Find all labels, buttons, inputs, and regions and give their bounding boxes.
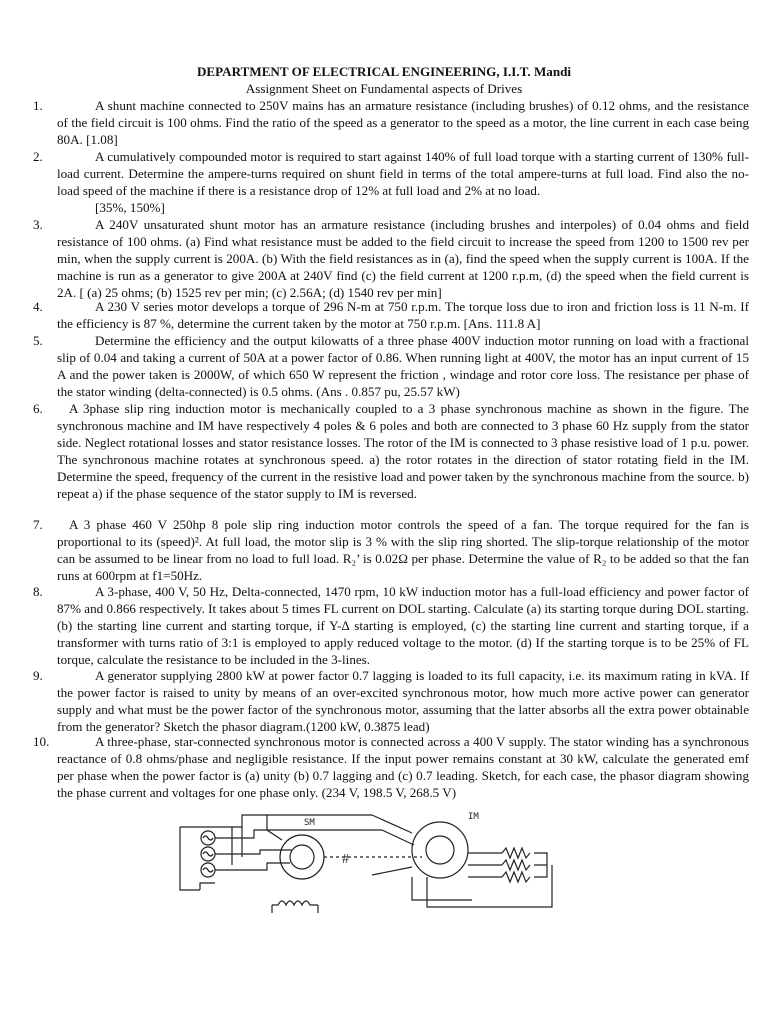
resistive-load-icon [468,848,547,882]
induction-machine-icon [412,822,468,878]
supply-bus-top [180,815,372,827]
question-9 [33,667,749,735]
question-number: 5. [33,333,43,348]
sm-feed-line [267,815,282,840]
question-2 [33,148,749,216]
machine-setup-figure [172,805,592,923]
question-number: 2. [33,149,43,164]
question-text: A shunt machine connected to 250V mains has an armature resistance (including brushes) of 0.12 ohms, and the resistance of the field circuit is 100 ohms. Find the ratio of the speed as a generator to the speed as a motor, the line current in each case being 80A. [1.08] [57,98,749,147]
question-number: 7. [33,517,43,532]
question-6 [33,400,749,502]
three-phase-supply-icon [201,831,215,877]
question-text: A generator supplying 2800 kW at power factor 0.7 lagging is loaded to its full capacity, i.e. its maximum rating in kVA. If the power factor is raised to unity by means of an over-excited synchronous motor, how much more active power can generator supply and what must be the power factor of the synchronous motor, assuming that the latter absorbs all the extra power obtainable from the generator? Sketch the phasor diagram.(1200 kW, 0.3875 lead) [57,668,749,734]
im-rotor-lines [412,865,552,907]
question-8 [33,583,749,668]
question-number: 8. [33,584,43,599]
question-number: 10. [33,734,50,749]
im-stator-lines [372,815,414,875]
synchronous-machine-icon [280,835,324,879]
question-4 [33,298,749,332]
coupling-symbol: # [342,852,349,867]
supply-tap-lines [232,827,242,865]
sm-label: SM [304,818,315,828]
supply-frame-line [180,827,200,890]
question-text: A 3phase slip ring induction motor is mechanically coupled to a 3 phase synchronous machine as shown in the figure. The synchronous machine and IM have respectively 4 poles & 6 poles and both are connected to 3 phase 60 Hz supply from the stator side. Neglect rotational losses and stator resistance losses. The rotor of the IM is connected to 3 phase resistive load of 1 p.u. power. The synchronous machine rotates at synchronous speed. a) the rotor rotates in the direction of stator rotating field in the IM. Determine the speed, frequency of the current in the resistive load and power taken by the synchronous machine from the source. b) repeat a) if the phase sequence of the stator supply to IM is reversed. [57,401,749,501]
supply-bus-1 [215,830,382,838]
im-label: IM [468,812,479,822]
question-3 [33,216,749,301]
question-number: 3. [33,217,43,232]
inductor-coil-icon [272,901,318,913]
question-number: 6. [33,401,43,416]
question-text: Determine the efficiency and the output kilowatts of a three phase 400V induction motor running on load with a fractional slip of 0.04 and taking a current of 50A at a power factor of 0.86. When running light at 400V, the motor has an input current of 15 A and the power taken is 2000W, of which 650 W represent the friction , windage and rotor core loss. The resistance per phase of the stator winding (delta-connected) is 0.5 ohms. (Ans . 0.857 pu, 25.57 kW) [57,333,749,399]
question-number: 4. [33,299,43,314]
supply-neutral-line [200,883,215,890]
supply-bus-3 [215,863,290,870]
question-number: 9. [33,668,43,683]
document-header [0,63,768,97]
question-number: 1. [33,98,43,113]
question-text: A 3-phase, 400 V, 50 Hz, Delta-connected, 1470 rpm, 10 kW induction motor has a full-load efficiency and power factor of 87% and 0.866 respectively. It takes about 5 times FL current on DOL starting. Calculate (a) its starting torque during DOL starting. (b) the starting line current and starting torque, if Y-∆ starting is employed, (c) the starting line current and starting torque, if a transformer with turns ratio of 3:1 is employed to apply reduced voltage to the motor. (d) If the starting torque is to be 25% of FL torque, calculate the resistance to be included in the 3-lines. [57,584,749,667]
question-answer: [35%, 150%] [95,200,165,215]
question-text: A 240V unsaturated shunt motor has an armature resistance (including brushes and interpoles) of 0.04 ohms and field resistance of 100 ohms. (a) Find what resistance must be added to the field circuit to increase the speed from 1200 to 1500 rev per min, when the supply current is 200A. (b) With the field resistances as in (a), find the speed when the supply current is 100A. If the machine is run as a generator to give 200A at 240V find (c) the field current at 1200 r.p.m, (d) the speed when the field current is 2A. [ (a) 25 ohms; (b) 1525 rev per min; (c) 2.56A; (d) 1540 rev per min] [57,217,749,300]
question-text: A three-phase, star-connected synchronous motor is connected across a 400 V supply. The stator winding has a synchronous reactance of 0.8 ohms/phase and negligible resistance. If the input power remains constant at 30 kW, calculate the generated emf per phase when the power factor is (a) unity (b) 0.7 lagging and (c) 0.7 leading. Sketch, for each case, the phasor diagram showing the phase current and voltages for one phase only. (234 V, 198.5 V, 268.5 V) [57,734,749,800]
question-text: A 3 phase 460 V 250hp 8 pole slip ring induction motor controls the speed of a fan. The torque required for the fan is proportional to its (speed)². At full load, the motor slip is 3 % with the slip ring shorted. The slip-torque relationship of the motor can be assumed to be linear from no load to full load. R₂’ is 0.02Ω per phase. Determine the value of R₂ to be added so that the fan runs at 600rpm at f1=50Hz. [57,517,749,583]
question-text: A 230 V series motor develops a torque of 296 N-m at 750 r.p.m. The torque loss due to iron and friction loss is 11 N-m. If the efficiency is 87 %, determine the current taken by the motor at 750 r.p.m. [Ans. 111.8 A] [57,299,749,331]
department-title: DEPARTMENT OF ELECTRICAL ENGINEERING, I.I.T. Mandi [196,64,572,79]
question-7 [33,516,749,584]
question-5 [33,332,749,400]
question-text: A cumulatively compounded motor is required to start against 140% of full load torque with a starting current of 130% full-load current. Determine the ampere-turns required on shunt field in terms of the total ampere-turns at full load. Find also the no-load speed of the machine if there is a resistance drop of 12% at full load and 2% at no load. [57,149,749,198]
question-1 [33,97,749,148]
assignment-subtitle: Assignment Sheet on Fundamental aspects of Drives [245,81,523,96]
question-10 [33,733,749,801]
